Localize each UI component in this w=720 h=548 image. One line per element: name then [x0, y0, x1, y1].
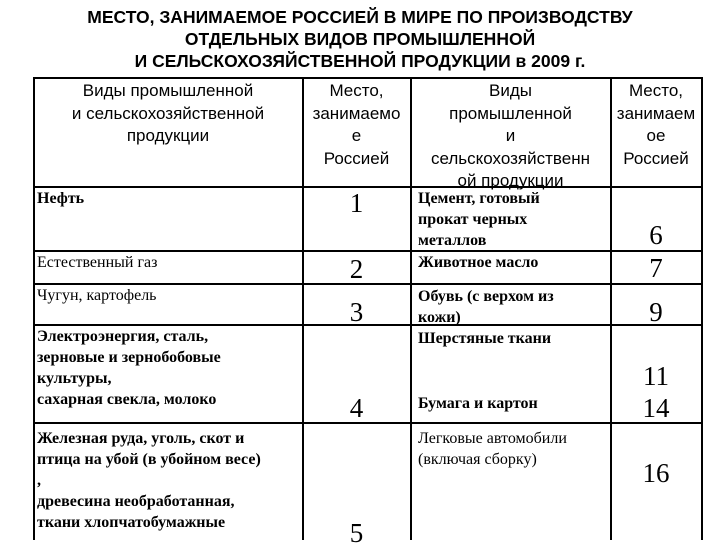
- table-right-border: [701, 77, 703, 540]
- right-place-6: 6: [649, 220, 663, 250]
- header-product-types-left: Виды промышленной и сельскохозяйственной продукции: [71, 81, 265, 145]
- right-product-row-6: Легковые автомобили (включая сборку): [418, 430, 567, 468]
- title-line-2: ОТДЕЛЬНЫХ ВИДОВ ПРОМЫШЛЕННОЙ: [184, 29, 536, 49]
- left-place-2: 2: [349, 254, 364, 284]
- page-title: [0, 6, 720, 72]
- right-place-7: 7: [649, 253, 663, 283]
- title-line-3: И СЕЛЬСКОХОЗЯЙСТВЕННОЙ ПРОДУКЦИИ в 2009 г.: [134, 51, 586, 71]
- right-place-16: 16: [642, 458, 670, 488]
- title-line-1: МЕСТО, ЗАНИМАЕМОЕ РОССИЕЙ В МИРЕ ПО ПРОИЗВОДСТВУ: [87, 7, 633, 27]
- right-place-9: 9: [649, 297, 663, 327]
- table-top-border: [33, 77, 702, 79]
- header-place-right: Место, занимаем ое Россией: [616, 81, 696, 168]
- right-place-14: 14: [642, 393, 670, 423]
- right-product-row-2: Животное масло: [418, 254, 539, 271]
- left-product-row-4: Электроэнергия, сталь, зерновые и зернобобовые культуры, сахарная свекла, молоко: [37, 328, 221, 408]
- left-place-5: 5: [349, 518, 364, 548]
- right-product-row-3: Обувь (с верхом из кожи): [418, 288, 554, 326]
- left-place-4: 4: [349, 393, 364, 423]
- header-place-left: Место, занимаемо е Россией: [312, 81, 401, 168]
- right-place-11: 11: [643, 361, 669, 391]
- left-place-3: 3: [349, 297, 364, 327]
- left-place-1: 1: [349, 188, 364, 218]
- right-product-row-5: Бумага и картон: [418, 395, 538, 412]
- right-product-row-1: Цемент, готовый прокат черных металлов: [418, 190, 540, 249]
- right-row-divider-2: [410, 283, 702, 285]
- header-product-types-right: Виды промышленной и сельскохозяйственн ой продукции: [431, 81, 590, 190]
- left-product-row-3: Чугун, картофель: [37, 287, 157, 304]
- left-product-row-1: Нефть: [37, 190, 85, 207]
- left-product-row-2: Естественный газ: [37, 254, 158, 271]
- left-product-row-5: Железная руда, уголь, скот и птица на убой (в убойном весе) , древесина необработанная, ткани хлопчатобумажные: [37, 430, 261, 531]
- right-product-row-4: Шерстяные ткани: [418, 330, 552, 347]
